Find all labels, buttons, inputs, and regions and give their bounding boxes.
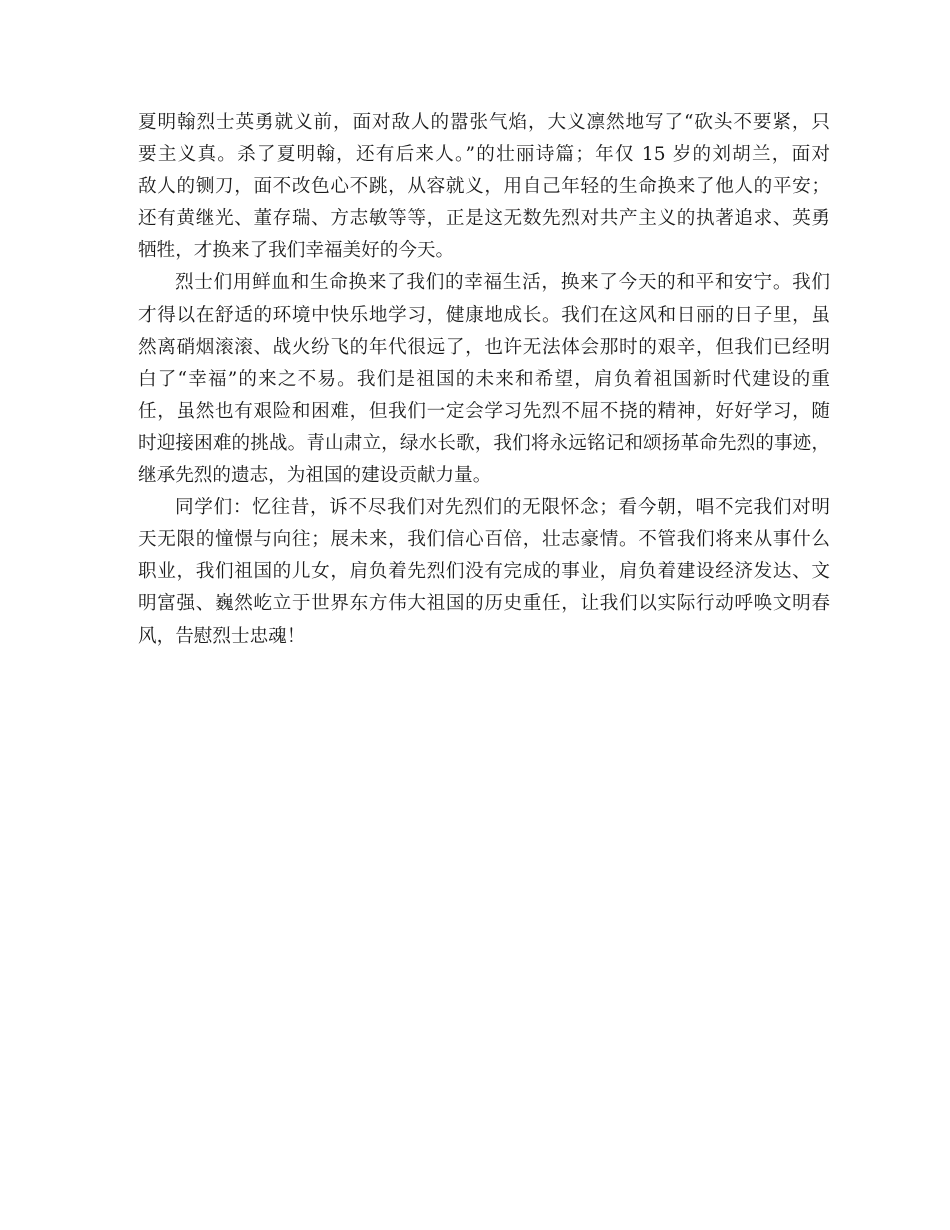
text-line: 然离硝烟滚滚、战火纷飞的年代很远了，也许无法体会那时的艰辛，但我们已经明 xyxy=(138,336,830,358)
text-line: 敌人的铡刀，面不改色心不跳，从容就义，用自己年轻的生命换来了他人的平安； xyxy=(138,176,830,198)
text-line: 才得以在舒适的环境中快乐地学习，健康地成长。我们在这风和日丽的日子里，虽 xyxy=(138,304,830,326)
text-line: 职业，我们祖国的儿女，肩负着先烈们没有完成的事业，肩负着建设经济发达、文 xyxy=(138,561,830,583)
paragraph-3 xyxy=(138,495,830,649)
text-line: 风，告慰烈士忠魂！ xyxy=(138,625,306,647)
text-line: 时迎接困难的挑战。青山肃立，绿水长歌，我们将永远铭记和颂扬革命先烈的事迹， xyxy=(138,432,830,454)
text-line: 同学们：忆往昔，诉不尽我们对先烈们的无限怀念；看今朝，唱不完我们对明 xyxy=(175,497,830,519)
paragraph-2 xyxy=(138,270,830,489)
text-line: 继承先烈的遗志，为祖国的建设贡献力量。 xyxy=(138,465,492,487)
text-line: 白了“幸福”的来之不易。我们是祖国的未来和希望，肩负着祖国新时代建设的重 xyxy=(138,368,830,390)
text-line: 明富强、巍然屹立于世界东方伟大祖国的历史重任，让我们以实际行动呼唤文明春 xyxy=(138,593,830,615)
text-line: 任，虽然也有艰险和困难，但我们一定会学习先烈不屈不挠的精神，好好学习，随 xyxy=(138,400,830,422)
text-line: 还有黄继光、董存瑞、方志敏等等，正是这无数先烈对共产主义的执著追求、英勇 xyxy=(138,208,830,230)
text-line: 牺牲，才换来了我们幸福美好的今天。 xyxy=(138,240,455,262)
text-line: 天无限的憧憬与向往；展未来，我们信心百倍，壮志豪情。不管我们将来从事什么 xyxy=(138,529,830,551)
document-body xyxy=(138,110,830,656)
text-line: 夏明翰烈士英勇就义前，面对敌人的嚣张气焰，大义凛然地写了“砍头不要紧，只 xyxy=(138,112,830,133)
text-line: 烈士们用鲜血和生命换来了我们的幸福生活，换来了今天的和平和安宁。我们 xyxy=(175,272,830,294)
text-line: 要主义真。杀了夏明翰，还有后来人。”的壮丽诗篇；年仅 15 岁的刘胡兰，面对 xyxy=(138,144,830,166)
paragraph-1 xyxy=(138,110,830,264)
